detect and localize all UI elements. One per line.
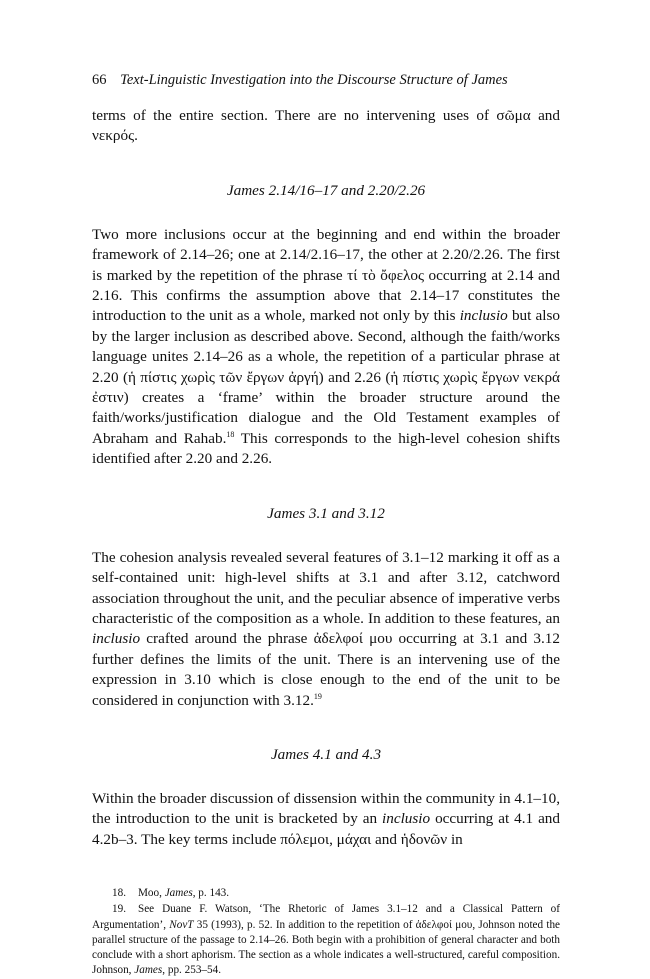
section-heading-james-4-1: James 4.1 and 4.3 — [270, 745, 382, 763]
paragraph-james-2-14 — [92, 225, 560, 470]
emphasis: James — [134, 964, 163, 977]
footnotes — [92, 886, 560, 978]
paragraph-james-3-1 — [92, 548, 560, 711]
page — [92, 70, 560, 979]
running-title: Text-Linguistic Investigation into the Discourse Structure of James — [120, 72, 508, 88]
emphasis-inclusio: inclusio — [92, 630, 141, 648]
text-run: Moo, — [137, 887, 165, 900]
text-run: , p. 143. — [192, 887, 230, 900]
text-run: This corresponds to the high-level cohesion shifts identified after 2.20 and 2.26. — [92, 429, 560, 468]
continued-paragraph: terms of the entire section. There are no intervening uses of σῶμα and νεκρός. — [92, 107, 560, 145]
footnote-ref-18[interactable]: 18 — [226, 429, 235, 439]
section-heading-james-2-14: James 2.14/16–17 and 2.20/2.26 — [226, 181, 426, 199]
running-header — [92, 70, 560, 90]
emphasis-inclusio: inclusio — [459, 307, 508, 325]
footnote-18 — [92, 886, 560, 901]
text-run: Within the broader discussion of dissension within the community in 4.1–10, the introduction to the unit is bracketed by an — [92, 789, 560, 828]
text-run: The cohesion analysis revealed several features of 3.1–12 marking it off as a self-contained unit: high-level shifts at 3.1 and after 3.12, catchword association throughout the unit, and the peculiar absence of imperative verbs characteristic of the composition as a whole. In addition to these features, an — [92, 548, 560, 627]
footnote-number: 18. — [112, 887, 126, 900]
text-run: Two more inclusions occur at the beginning and end within the broader framework of 2.14–26; one at 2.14/2.16–17, the other at 2.20/2.26. The first is marked by the repetition of the phrase τί τὸ ὄφελος occurring at 2.14 and 2.16. This confirms the assumption above that 2.14–17 constitutes the introduction to the unit as a whole, marked not only by this — [92, 225, 560, 325]
footnote-ref-19[interactable]: 19 — [313, 691, 322, 701]
text-run: but also by the larger inclusion as described above. Second, although the faith/works language unites 2.14–26 as a whole, the repetition of a particular phrase at 2.20 (ἡ πίστις χωρὶς τῶν ἔργων ἀργή) and 2.26 (ἡ πίστις χωρὶς ἔργων νεκρά ἐστιν) creates a ‘frame’ within the broader structure around the faith/works/justification dialogue and the Old Testament examples of Abraham and Rahab. — [92, 307, 560, 447]
text-run: 35 (1993), p. 52. In addition to the repetition of ἀδελφοί μου, Johnson noted the parallel structure of the passage to 2.14–26. Both begin with a prohibition of general character and both conclude with a short aphorism. The section as a whole indicates a well-structured, careful composition. Johnson, — [92, 918, 560, 977]
footnote-number: 19. — [112, 903, 126, 916]
emphasis-inclusio: inclusio — [382, 810, 431, 828]
paragraph-james-4-1 — [92, 789, 560, 850]
emphasis: James — [164, 887, 193, 900]
section-heading-james-3-1: James 3.1 and 3.12 — [267, 504, 385, 522]
text-run: See Duane F. Watson, ‘The Rhetoric of James 3.1–12 and a Classical Pattern of Argumentation’, — [92, 903, 560, 931]
text-run: , pp. 253–54. — [162, 964, 221, 977]
text-run: crafted around the phrase ἀδελφοί μου occurring at 3.1 and 3.12 further defines the limits of the unit. There is an intervening use of the expression in 3.10 which is close enough to the end of the unit to be considered in conjunction with 3.12. — [92, 630, 560, 709]
emphasis: NovT — [169, 918, 194, 931]
footnote-19 — [92, 902, 560, 978]
page-number: 66 — [92, 72, 107, 88]
text-run: occurring at 4.1 and 4.2b–3. The key terms include πόλεμοι, μάχαι and ἡδονῶν in — [92, 810, 560, 848]
